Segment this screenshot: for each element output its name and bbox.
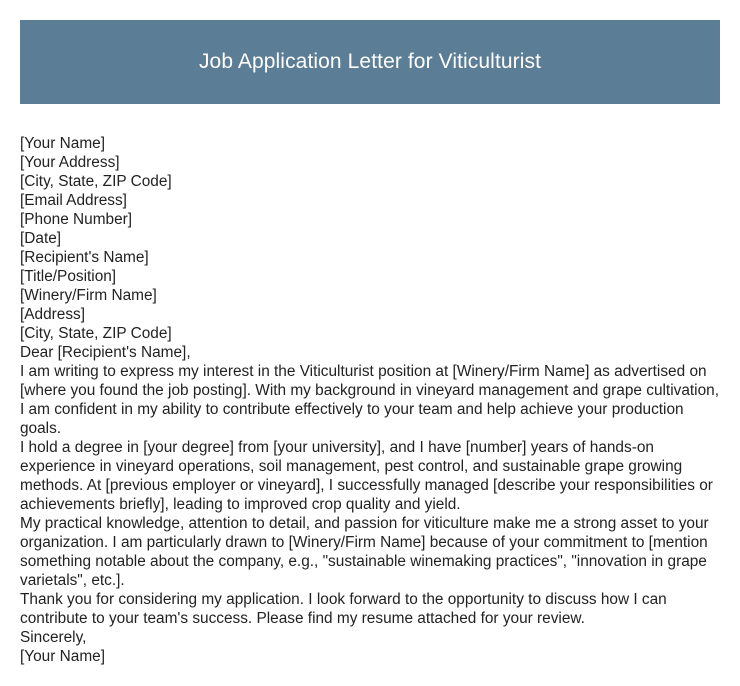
- sender-name: [Your Name]: [20, 135, 105, 152]
- sender-address: [Your Address]: [20, 154, 120, 171]
- recipient-city-state-zip: [City, State, ZIP Code]: [20, 325, 172, 342]
- letter-paragraph: My practical knowledge, attention to detail, and passion for viticulture make me a strong asset to your organization. I am particularly drawn to [Winery/Firm Name] because of your commitment to [mention something notable about the company, e.g., "sustainable winemaking practices", "innovation in grape varietals", etc.].: [20, 515, 709, 589]
- recipient-name: [Recipient's Name]: [20, 249, 149, 266]
- recipient-firm: [Winery/Firm Name]: [20, 287, 157, 304]
- recipient-title: [Title/Position]: [20, 268, 117, 285]
- sender-block: [20, 134, 725, 248]
- letter-date: [Date]: [20, 230, 62, 247]
- sender-phone: [Phone Number]: [20, 211, 133, 228]
- letter-paragraph: I hold a degree in [your degree] from [your university], and I have [number] years of hands-on experience in vineyard operations, soil management, pest control, and sustainable grape growing methods. At [previous employer or vineyard], I successfully managed [describe your responsibilities or achievements briefly], leading to improved crop quality and yield.: [20, 439, 713, 513]
- letter-body: [20, 134, 725, 666]
- sender-email: [Email Address]: [20, 192, 127, 209]
- document-title: Job Application Letter for Viticulturist: [198, 50, 542, 73]
- signature: [Your Name]: [20, 648, 105, 665]
- recipient-block: [20, 248, 725, 343]
- closing: Sincerely,: [20, 629, 87, 646]
- recipient-address: [Address]: [20, 306, 86, 323]
- header-banner: [20, 20, 720, 104]
- letter-paragraph: Thank you for considering my application. I look forward to the opportunity to discuss how I can contribute to your team's success. Please find my resume attached for your review.: [20, 591, 667, 627]
- letter-paragraph: I am writing to express my interest in the Viticulturist position at [Winery/Firm Name] as advertised on [where you found the job posting]. With my background in vineyard management and grape cultivation, I am confident in my ability to contribute effectively to your team and help achieve your production goals.: [20, 363, 719, 437]
- sender-city-state-zip: [City, State, ZIP Code]: [20, 173, 172, 190]
- salutation: Dear [Recipient's Name],: [20, 344, 191, 361]
